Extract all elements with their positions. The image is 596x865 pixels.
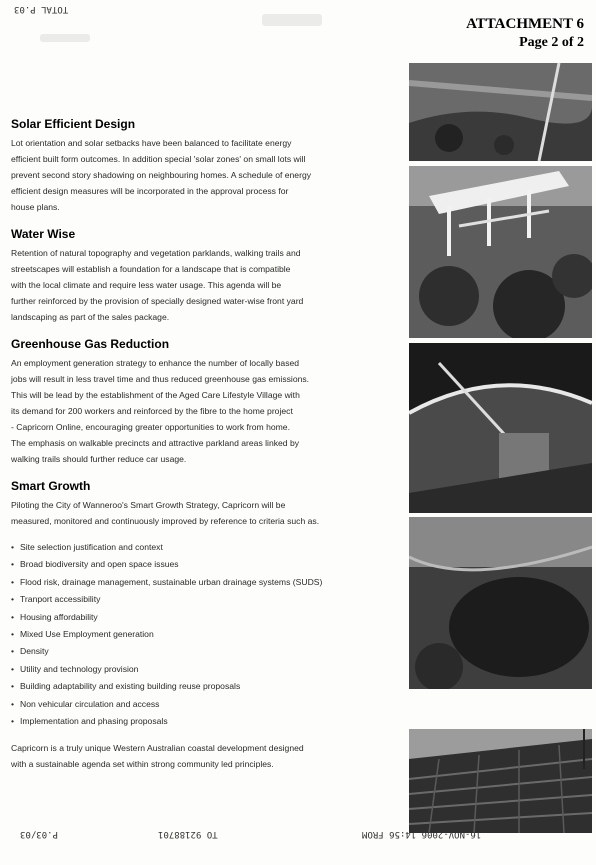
text-line: streetscapes will establish a foundation for a landscape that is compatible — [11, 264, 291, 274]
list-item: • Density — [11, 643, 401, 660]
section-greenhouse — [11, 337, 401, 467]
text-line: efficient design measures will be incorporated in the approval process for — [11, 186, 289, 196]
section-smart-growth — [11, 479, 401, 772]
scan-smudge — [40, 34, 90, 42]
photo-aerial-landscape — [409, 63, 592, 161]
text-line: landscaping as part of the sales package. — [11, 312, 170, 322]
attachment-title: ATTACHMENT 6 — [466, 16, 584, 32]
text-line: prevent second story shadowing on neighbouring homes. A schedule of energy — [11, 170, 312, 180]
text-line: - Capricorn Online, encouraging greater opportunities to work from home. — [11, 422, 290, 432]
scan-smudge — [262, 14, 322, 26]
section-text — [11, 245, 401, 325]
list-item: • Housing affordability — [11, 609, 401, 626]
photo-solar-rooftop — [409, 729, 592, 833]
photo-coastal-view — [409, 517, 592, 689]
list-item: • Implementation and phasing proposals — [11, 713, 401, 730]
text-line: The emphasis on walkable precincts and attractive parkland areas linked by — [11, 438, 300, 448]
photo-building-arch — [409, 343, 592, 513]
section-heading: Water Wise — [11, 227, 76, 241]
text-line: its demand for 200 workers and reinforced by the fibre to the home project — [11, 406, 293, 416]
text-line: further reinforced by the provision of specially designed water-wise front yard — [11, 296, 304, 306]
text-line: Capricorn is a truly unique Western Australian coastal development designed — [11, 743, 304, 754]
text-line: with a sustainable agenda set within strong community led principles. — [11, 759, 274, 770]
section-heading: Solar Efficient Design — [11, 117, 136, 131]
text-line: house plans. — [11, 202, 60, 212]
list-item: • Non vehicular circulation and access — [11, 696, 401, 713]
list-item: • Broad biodiversity and open space issues — [11, 556, 401, 573]
section-text — [11, 135, 401, 215]
section-text — [11, 497, 401, 529]
list-item: • Tranport accessibility — [11, 591, 401, 608]
text-line: An employment generation strategy to enhance the number of locally based — [11, 358, 300, 368]
attachment-page: Page 2 of 2 — [519, 35, 584, 50]
fax-footer-left: P.03/03 — [20, 829, 58, 839]
fax-footer-right: 16-NOV-2006 14:56 FROM — [362, 829, 482, 839]
text-line: Lot orientation and solar setbacks have been balanced to facilitate energy — [11, 138, 292, 148]
fax-footer-center: TO 92188701 — [158, 829, 218, 839]
list-item: • Utility and technology provision — [11, 661, 401, 678]
list-item: • Flood risk, drainage management, sustainable urban drainage systems (SUDS) — [11, 574, 401, 591]
text-line: efficient built form outcomes. In addition special 'solar zones' on small lots will — [11, 154, 306, 164]
list-item: • Mixed Use Employment generation — [11, 626, 401, 643]
text-line: measured, monitored and continuously improved by reference to criteria such as. — [11, 516, 320, 526]
photo-solar-panels — [409, 166, 592, 338]
section-water — [11, 227, 401, 325]
text-line: Piloting the City of Wanneroo's Smart Growth Strategy, Capricorn will be — [11, 500, 286, 510]
criteria-list — [11, 539, 401, 730]
text-line: with the local climate and require less water usage. This agenda will be — [11, 280, 282, 290]
section-heading: Smart Growth — [11, 479, 91, 493]
section-text — [11, 355, 401, 467]
closing-text — [11, 740, 401, 772]
section-heading: Greenhouse Gas Reduction — [11, 337, 170, 351]
text-line: jobs will result in less travel time and thus reduced greenhouse gas emissions. — [11, 374, 310, 384]
fax-header-top: TOTAL P.03 — [14, 4, 69, 14]
document-body — [11, 117, 401, 784]
list-item: • Building adaptability and existing building reuse proposals — [11, 678, 401, 695]
text-line: walking trails should further reduce car usage. — [11, 454, 187, 464]
text-line: Retention of natural topography and vegetation parklands, walking trails and — [11, 248, 301, 258]
text-line: This will be lead by the establishment of the Aged Care Lifestyle Village with — [11, 390, 300, 400]
section-solar — [11, 117, 401, 215]
list-item: • Site selection justification and context — [11, 539, 401, 556]
